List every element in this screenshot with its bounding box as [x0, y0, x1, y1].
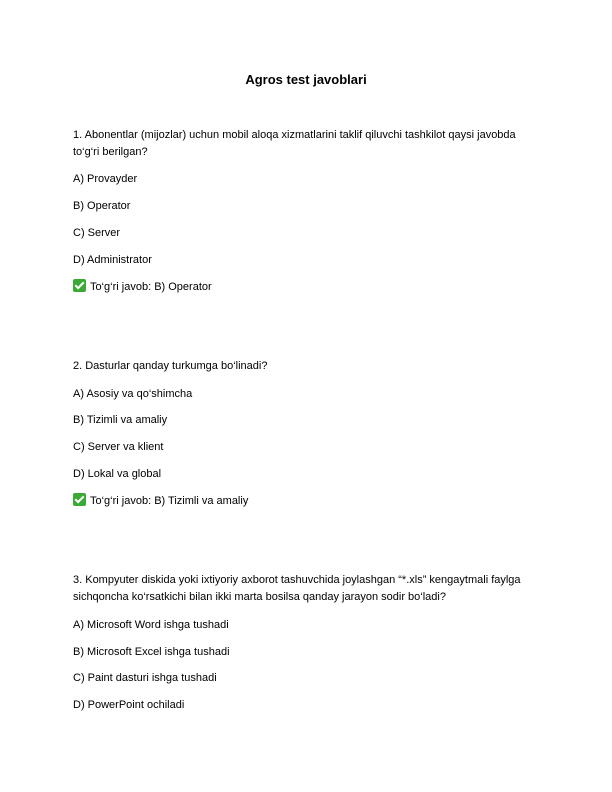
question-3-option-c: C) Paint dasturi ishga tushadi: [73, 672, 217, 684]
question-3-option-d: D) PowerPoint ochiladi: [73, 699, 185, 711]
question-2-answer: [73, 493, 543, 508]
question-2-option-c: C) Server va klient: [73, 441, 164, 453]
question-2-text: 2. Dasturlar qanday turkumga bo‘linadi?: [73, 360, 268, 372]
question-1-option-a: A) Provayder: [73, 173, 138, 185]
check-mark-icon: [73, 279, 86, 292]
question-2-option-b: B) Tizimli va amaliy: [73, 414, 168, 426]
question-1-text: 1. Abonentlar (mijozlar) uchun mobil aloqa xizmatlarini taklif qiluvchi tashkilot qaysi javobda to‘g‘ri berilgan?: [73, 129, 516, 158]
check-mark-icon: [73, 493, 86, 506]
question-1-answer-text: To‘g‘ri javob: B) Operator: [90, 281, 212, 293]
question-3-option-a: A) Microsoft Word ishga tushadi: [73, 619, 229, 631]
question-1-option-b: B) Operator: [73, 200, 131, 212]
question-1-option-c: C) Server: [73, 227, 121, 239]
question-3-text: 3. Kompyuter diskida yoki ixtiyoriy axborot tashuvchida joylashgan “*.xls” kengaytmali faylga sichqoncha ko‘rsatkichi bilan ikki marta bosilsa qanday jarayon sodir bo‘ladi?: [73, 574, 521, 603]
document-title: Agros test javoblari: [245, 72, 367, 87]
question-1-option-d: D) Administrator: [73, 254, 152, 266]
question-1-answer: [73, 279, 543, 294]
question-2-option-a: A) Asosiy va qo‘shimcha: [73, 388, 193, 400]
question-2-answer-text: To‘g‘ri javob: B) Tizimli va amaliy: [90, 495, 249, 507]
question-2-option-d: D) Lokal va global: [73, 468, 162, 480]
question-3-option-b: B) Microsoft Excel ishga tushadi: [73, 646, 230, 658]
